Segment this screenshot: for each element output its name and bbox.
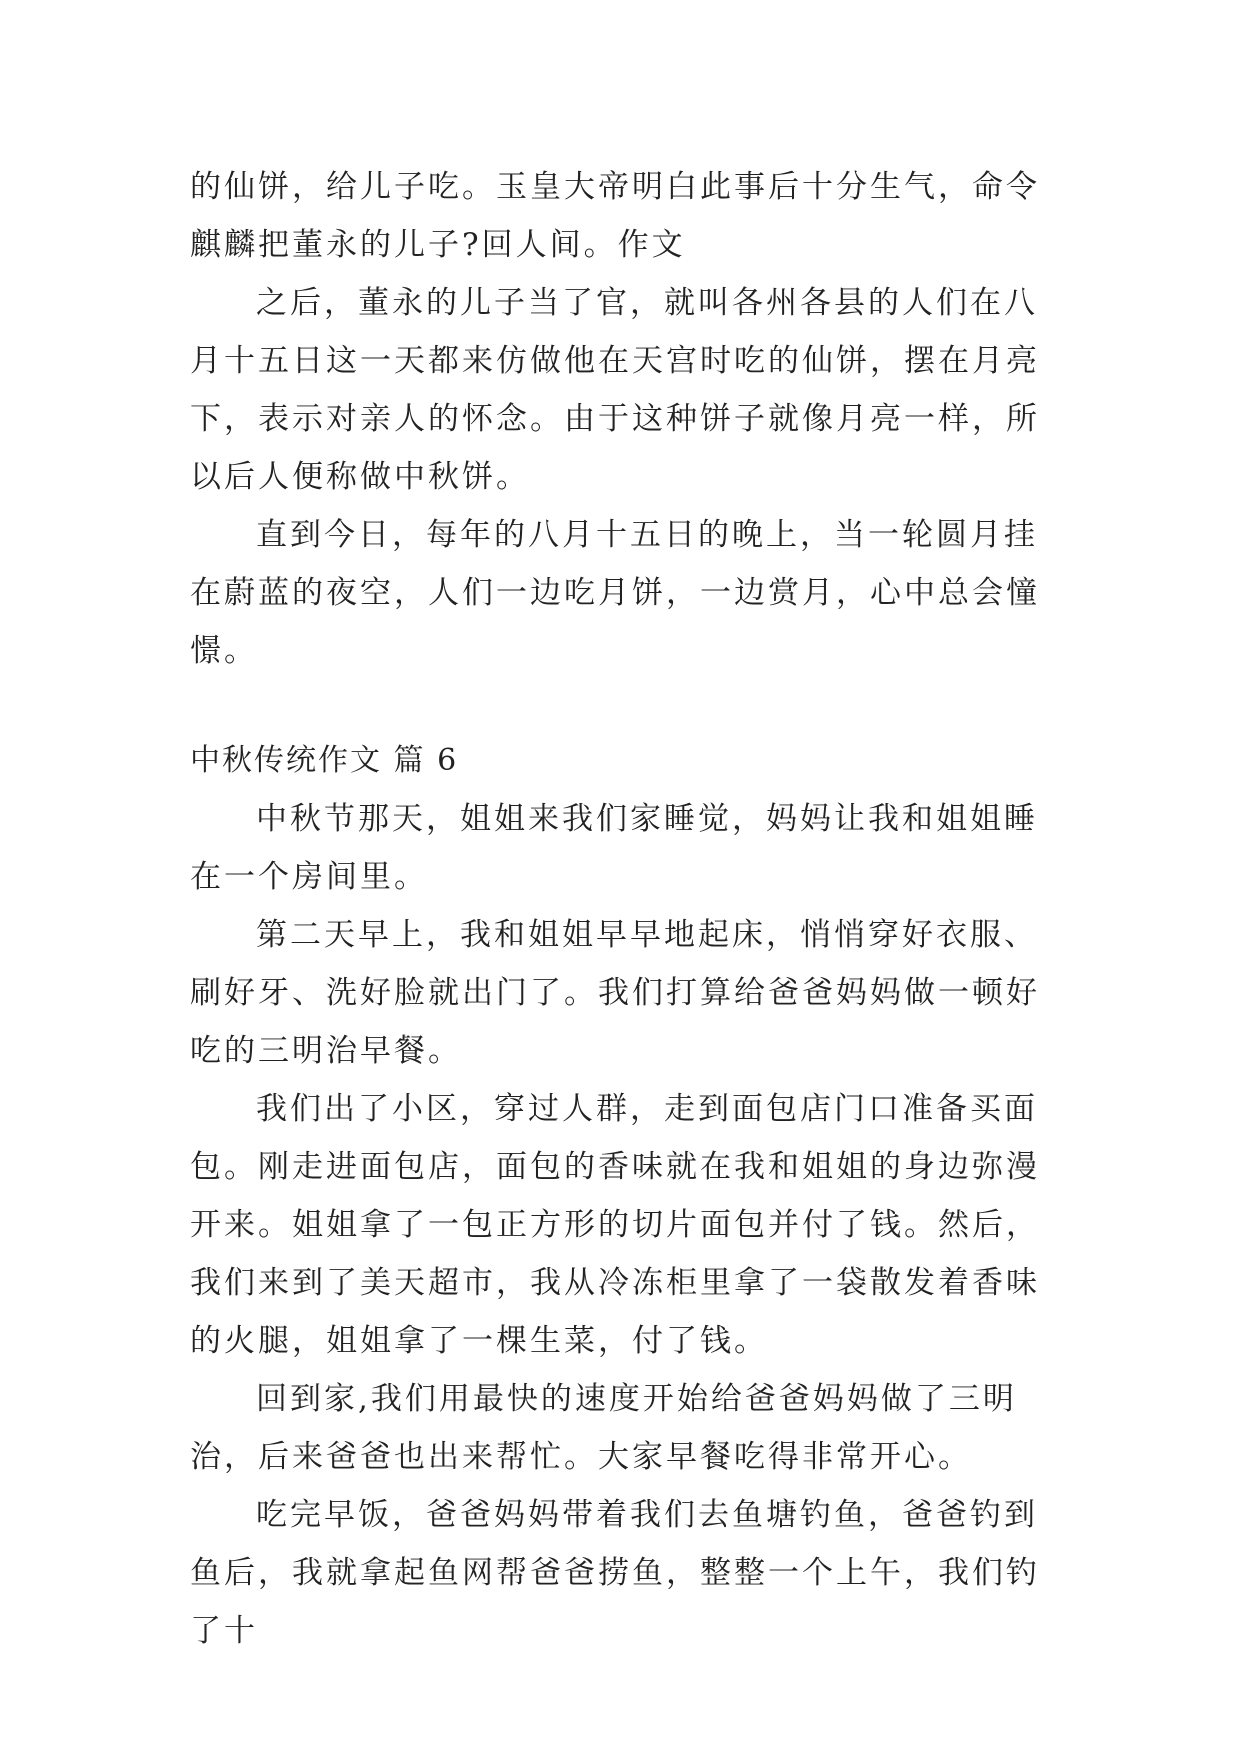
paragraph: 第二天早上，我和姐姐早早地起床，悄悄穿好衣服、刷好牙、洗好脸就出门了。我们打算给爸爸妈妈做一顿好吃的三明治早餐。	[190, 917, 1040, 1069]
document-body	[190, 158, 1060, 1660]
paragraph: 中秋节那天，姐姐来我们家睡觉，妈妈让我和姐姐睡在一个房间里。	[190, 801, 1038, 895]
paragraph: 直到今日，每年的八月十五日的晚上，当一轮圆月挂在蔚蓝的夜空，人们一边吃月饼，一边赏月，心中总会憧憬。	[190, 517, 1040, 669]
paragraph: 吃完早饭，爸爸妈妈带着我们去鱼塘钓鱼，爸爸钓到鱼后，我就拿起鱼网帮爸爸捞鱼，整整一个上午，我们钓了十	[190, 1497, 1040, 1649]
paragraph-continued: 的仙饼，给儿子吃。玉皇大帝明白此事后十分生气，命令麒麟把董永的儿子?回人间。作文	[190, 169, 1040, 263]
paragraph: 之后，董永的儿子当了官，就叫各州各县的人们在八月十五日这一天都来仿做他在天宫时吃的仙饼，摆在月亮下，表示对亲人的怀念。由于这种饼子就像月亮一样，所以后人便称做中秋饼。	[190, 285, 1040, 495]
paragraph: 回到家,我们用最快的速度开始给爸爸妈妈做了三明治，后来爸爸也出来帮忙。大家早餐吃得非常开心。	[190, 1381, 1017, 1475]
section-heading: 中秋传统作文 篇 6	[190, 743, 459, 778]
paragraph: 我们出了小区，穿过人群，走到面包店门口准备买面包。刚走进面包店，面包的香味就在我和姐姐的身边弥漫开来。姐姐拿了一包正方形的切片面包并付了钱。然后，我们来到了美天超市，我从冷冻柜里拿了一袋散发着香味的火腿，姐姐拿了一棵生菜，付了钱。	[190, 1091, 1040, 1359]
